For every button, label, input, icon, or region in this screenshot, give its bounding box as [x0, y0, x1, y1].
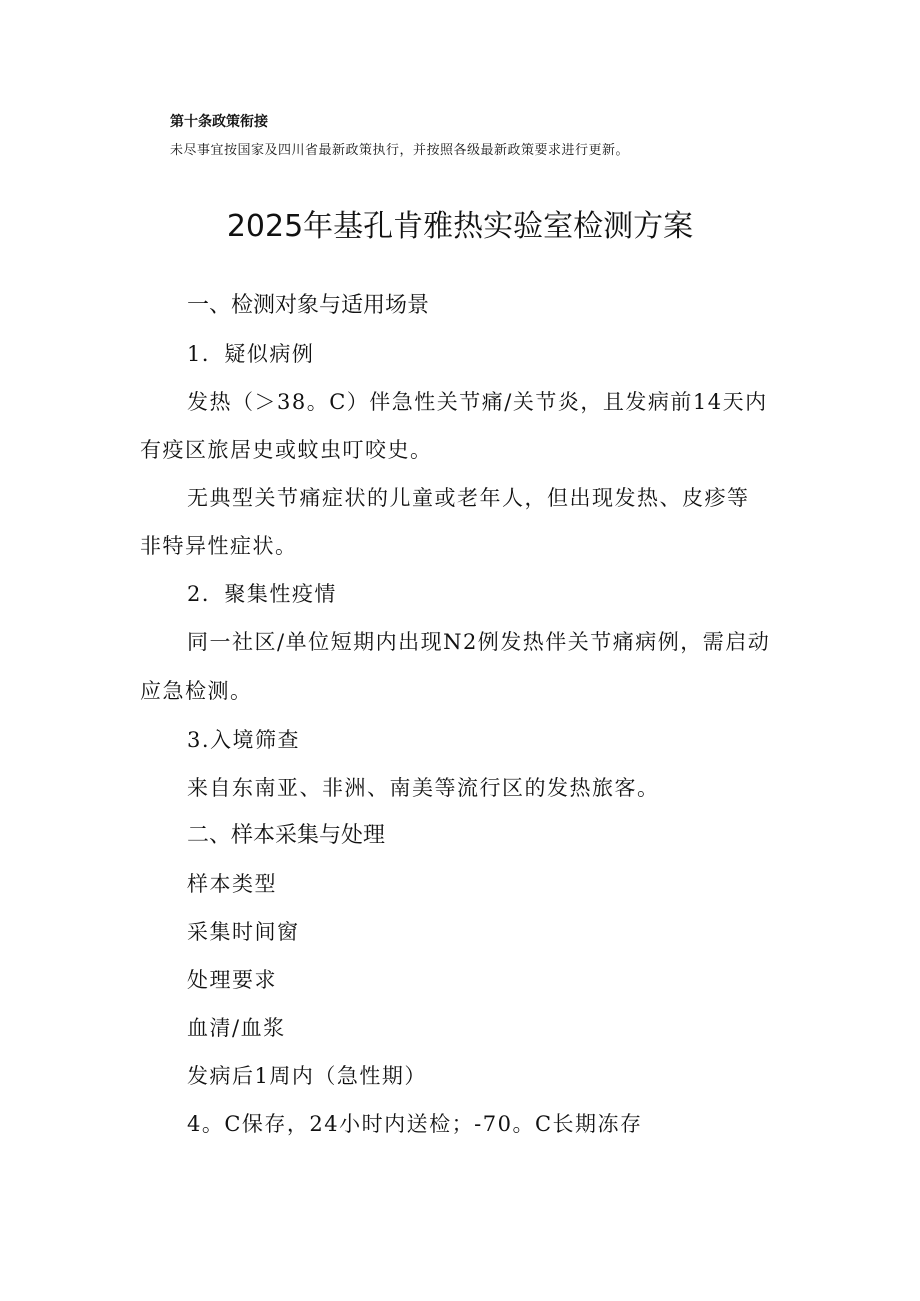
paragraph-line: 有疫区旅居史或蚊虫叮咬史。	[140, 438, 433, 462]
item-label-cluster-outbreak: 2．聚集性疫情	[187, 582, 337, 606]
document-title: 2025年基孔肯雅热实验室检测方案	[226, 209, 694, 244]
paragraph-line: 应急检测。	[140, 679, 253, 703]
paragraph-line: 来自东南亚、非洲、南美等流行区的发热旅客。	[187, 776, 660, 800]
list-item: 处理要求	[187, 968, 277, 992]
article-heading: 第十条政策衔接	[170, 114, 268, 130]
article-text: 未尽事宜按国家及四川省最新政策执行，并按照各级最新政策要求进行更新。	[170, 143, 630, 158]
item-label-entry-screening: 3.入境筛查	[187, 728, 301, 752]
paragraph-line: 非特异性症状。	[140, 534, 298, 558]
item-label-suspected-cases: 1．疑似病例	[187, 342, 315, 366]
paragraph-line: 发热（＞38。C）伴急性关节痛/关节炎，且发病前14天内	[187, 390, 768, 414]
list-item: 采集时间窗	[187, 920, 300, 944]
list-item: 4。C保存，24小时内送检；-70。C长期冻存	[187, 1112, 643, 1136]
section-heading-2: 二、样本采集与处理	[187, 823, 386, 848]
list-item: 血清/血浆	[187, 1016, 286, 1040]
list-item: 发病后1周内（急性期）	[187, 1064, 427, 1088]
section-heading-1: 一、检测对象与适用场景	[187, 293, 430, 318]
list-item: 样本类型	[187, 872, 277, 896]
paragraph-line: 同一社区/单位短期内出现N2例发热伴关节痛病例，需启动	[187, 630, 771, 654]
paragraph-line: 无典型关节痛症状的儿童或老年人，但出现发热、皮疹等	[187, 486, 750, 510]
